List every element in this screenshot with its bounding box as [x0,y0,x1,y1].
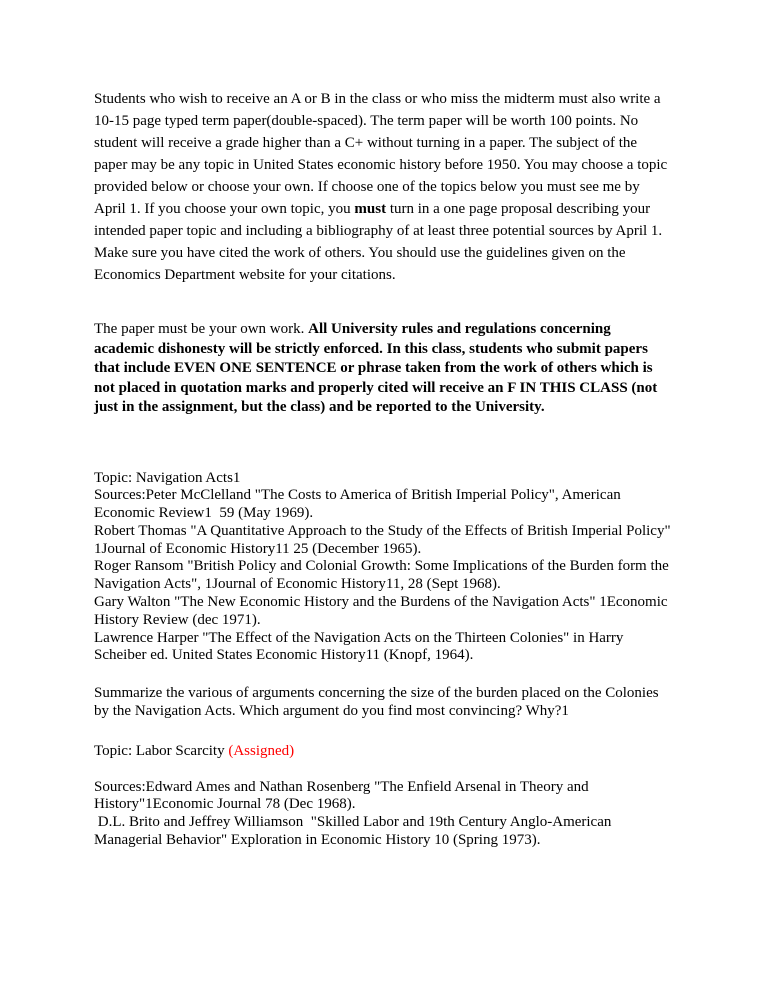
text-run: turn in a one page proposal describing your intended paper topic and including a bibliography of at least three potential sources by April 1. Make sure you have cited the work of others. You should use the guidelines given on the Economics Department website for your citations. [94,201,666,283]
text-run: The paper must be your own work. [94,321,309,337]
text-run: Topic: Labor Scarcity [94,742,229,759]
source-item: Sources:Peter McClelland "The Costs to America of British Imperial Policy", American Economic Review1 59 (May 1969). [94,487,625,522]
source-item: Roger Ransom "British Policy and Colonial Growth: Some Implications of the Burden form the Navigation Acts", 1Journal of Economic History11, 28 (Sept 1968). [94,558,673,593]
paragraph-term-paper-instructions [94,88,674,286]
assigned-label: (Assigned) [228,742,295,759]
section-labor-scarcity-sources [94,779,674,850]
document-body [94,88,674,850]
source-item: Gary Walton "The New Economic History and the Burdens of the Navigation Acts" 1Economic History Review (dec 1971). [94,594,672,628]
source-item: Sources:Edward Ames and Nathan Rosenberg "The Enfield Arsenal in Theory and History"1Economic Journal 78 (Dec 1968). [94,778,593,813]
source-item: D.L. Brito and Jeffrey Williamson "Skilled Labor and 19th Century Anglo-American Managerial Behavior" Exploration in Economic History 10 (Spring 1973). [94,814,616,849]
text-run: Students who wish to receive an A or B in the class or who miss the midterm must also write a 10-15 page typed term paper(double-spaced). The term paper will be worth 100 points. No student will receive a grade higher than a C+ without turning in a paper. The subject of the paper may be any topic in United States economic history before 1950. You may choose a topic provided below or choose your own. If choose one of the topics below you must see me by April 1. If you choose your own topic, you [94,91,671,217]
topic-labor-scarcity-heading [94,743,674,761]
paragraph-academic-honesty-warning [94,320,674,418]
paragraph-essay-prompt: Summarize the various of arguments concerning the size of the burden placed on the Colonies by the Navigation Acts. Which argument do you find most convincing? Why?1 [94,685,663,720]
source-item: Robert Thomas "A Quantitative Approach to the Study of the Effects of British Imperial Policy" 1Journal of Economic History11 25 (December 1965). [94,522,675,557]
source-item: Lawrence Harper "The Effect of the Navigation Acts on the Thirteen Colonies" in Harry Scheiber ed. United States Economic History11 (Knopf, 1964). [94,629,628,664]
section-topic-navigation-acts [94,470,674,666]
text-run-bold-must: must [354,201,387,217]
topic-navigation-acts-heading: Topic: Navigation Acts1 [94,469,241,486]
text-run-bold-warning: All University rules and regulations concerning academic dishonesty will be strictly enforced. In this class, students who submit papers that include EVEN ONE SENTENCE or phrase taken from the work of others which is not placed in quotation marks and properly cited will receive an F IN THIS CLASS (not just in the assignment, but the class) and be reported to the University. [94,321,661,415]
